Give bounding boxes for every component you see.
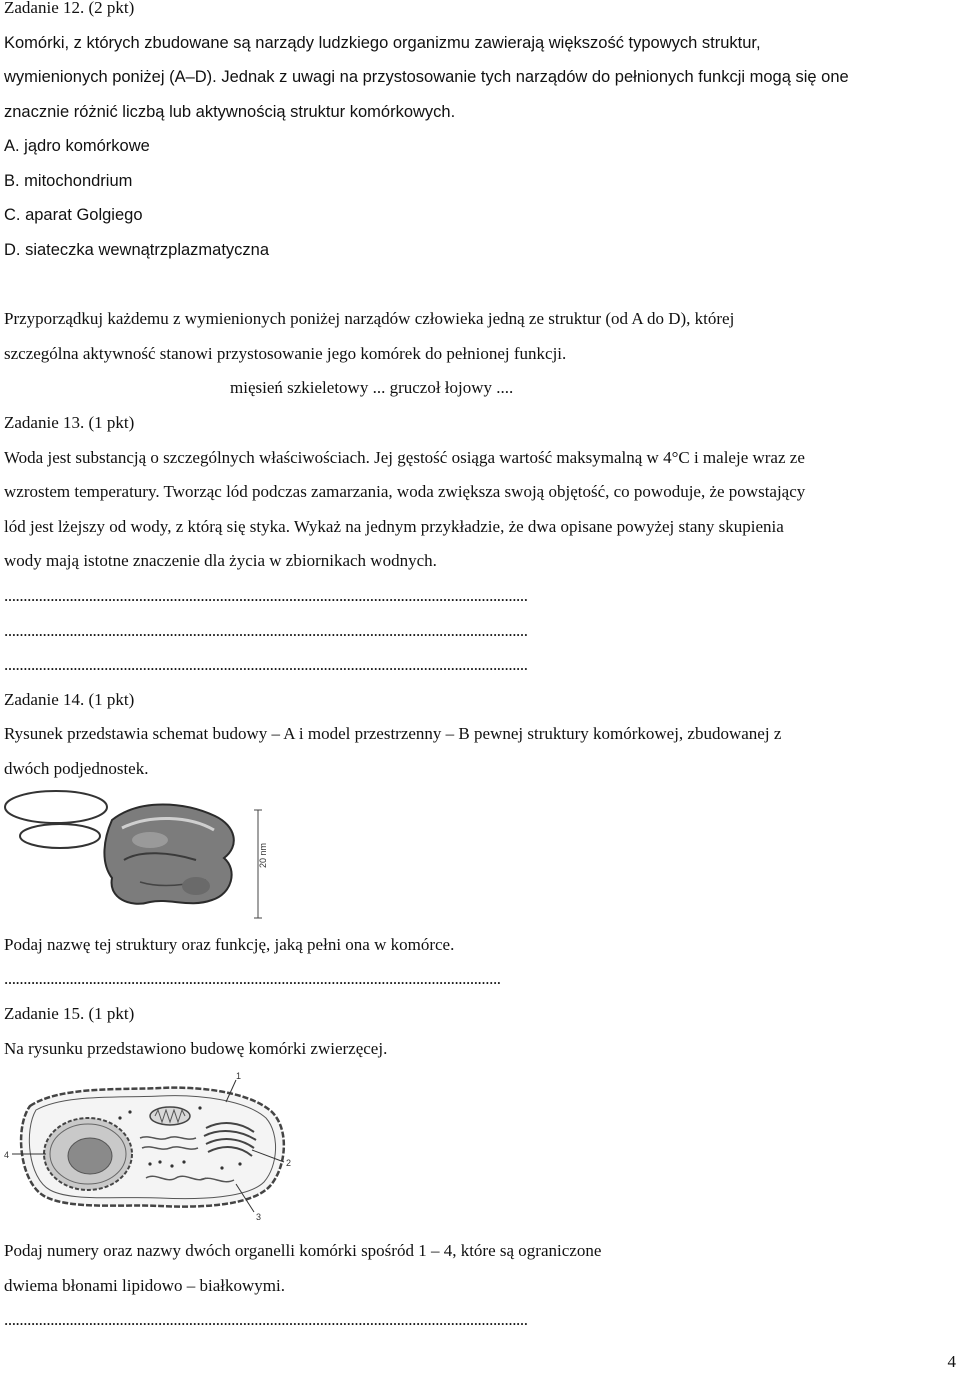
option-c: C. aparat Golgiego [4,206,143,224]
task-14-question: Podaj nazwę tej struktury oraz funkcję, jaką pełni ona w komórce. [4,935,455,954]
task-15-heading: Zadanie 15. (1 pkt) [4,1004,135,1023]
option-b: B. mitochondrium [4,172,133,190]
task-12-answer-line: mięsień szkieletowy ... gruczoł łojowy .... [230,378,514,397]
task-12-instruction-line-2: szczególna aktywność stanowi przystosowanie jego komórek do pełnionej funkcji. [4,344,567,363]
task-14-line-2: dwóch podjednostek. [4,759,149,778]
task-12-intro-line-2: wymienionych poniżej (A–D). Jednak z uwagi na przystosowanie tych narządów do pełnionych funkcji mogą się one [4,68,849,86]
answer-dots-line: ........................................................................................................................................ [4,1310,528,1329]
answer-dots-line: ........................................................................................................................................ [4,586,528,605]
answer-dots-line: ................................................................................................................................. [4,969,501,988]
label-4: 4 [4,1150,10,1160]
ribosome-figure [0,790,290,920]
label-2: 2 [286,1158,292,1168]
task-13-heading: Zadanie 13. (1 pkt) [4,413,135,432]
scale-label: 20 nm [258,842,268,868]
mitochondrion [150,1107,190,1125]
ribosome-large-subunit-schematic [20,824,100,848]
task-14-heading: Zadanie 14. (1 pkt) [4,690,135,709]
label-1: 1 [236,1071,242,1081]
task-13-line-2: wzrostem temperatury. Tworząc lód podczas zamarzania, woda zwiększa swoją objętość, co powoduje, że powstający [4,482,806,501]
task-13-line-1: Woda jest substancją o szczególnych właściwościach. Jej gęstość osiąga wartość maksymalną w 4°C i maleje wraz ze [4,448,805,467]
page-number: 4 [947,1352,956,1371]
option-a: A. jądro komórkowe [4,137,150,155]
task-12-intro-line-1: Komórki, z których zbudowane są narządy ludzkiego organizmu zawierają większość typowych struktur, [4,34,761,52]
answer-dots-line: ........................................................................................................................................ [4,621,528,640]
task-15-intro: Na rysunku przedstawiono budowę komórki zwierzęcej. [4,1039,388,1058]
cell-nucleus [44,1118,132,1190]
task-13-line-4: wody mają istotne znaczenie dla życia w zbiornikach wodnych. [4,551,437,570]
task-13-line-3: lód jest lżejszy od wody, z którą się styka. Wykaż na jednym przykładzie, że dwa opisane powyżej stany skupienia [4,517,784,536]
task-12-instruction-line-1: Przyporządkuj każdemu z wymienionych poniżej narządów człowieka jedną ze struktur (od A do D), której [4,309,735,328]
task-14-line-1: Rysunek przedstawia schemat budowy – A i model przestrzenny – B pewnej struktury komórkowej, zbudowanej z [4,724,782,743]
task-15-question-line-1: Podaj numery oraz nazwy dwóch organelli komórki spośród 1 – 4, które są ograniczone [4,1241,602,1260]
option-d: D. siateczka wewnątrzplazmatyczna [4,241,270,259]
animal-cell-figure [0,1068,300,1223]
task-12-heading: Zadanie 12. (2 pkt) [4,0,135,17]
nucleolus [68,1138,112,1174]
task-12-intro-line-3: znacznie różnić liczbą lub aktywnością struktur komórkowych. [4,103,456,121]
label-3: 3 [256,1212,262,1222]
answer-dots-line: ........................................................................................................................................ [4,655,528,674]
task-15-question-line-2: dwiema błonami lipidowo – białkowymi. [4,1276,285,1295]
ribosome-small-subunit-schematic [5,791,107,823]
ribosome-3d-model [104,805,233,904]
